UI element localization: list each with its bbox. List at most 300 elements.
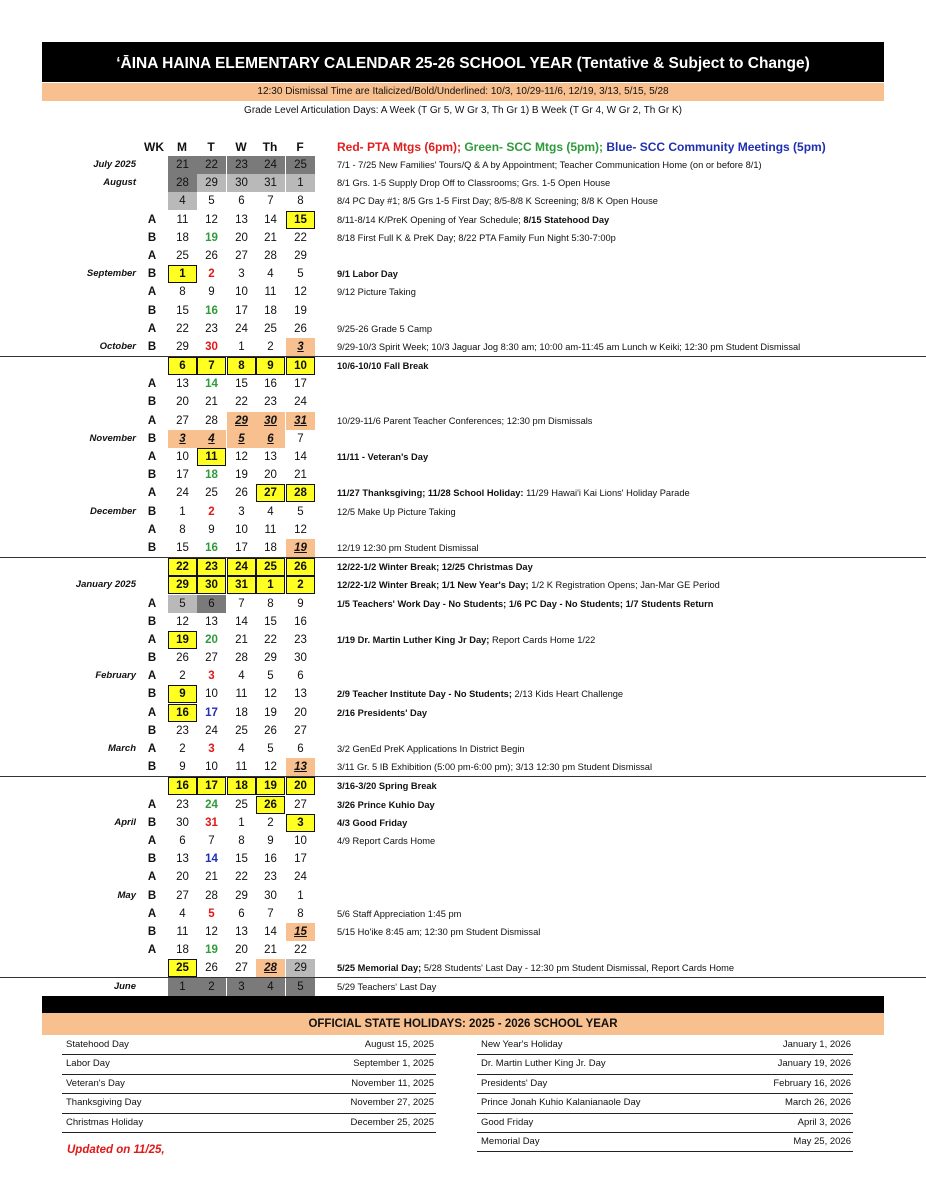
week-type: A <box>147 286 157 299</box>
calendar-row <box>0 356 926 375</box>
day-cell: 27 <box>294 798 307 811</box>
day-cell: 25 <box>205 487 218 500</box>
event-note <box>337 229 917 248</box>
day-cell: 22 <box>264 633 277 646</box>
day-cell: 13 <box>235 213 248 226</box>
day-cell: 3 <box>227 978 256 996</box>
day-cell: 5 <box>267 743 274 755</box>
calendar-row <box>0 685 926 703</box>
day-cell: 6 <box>297 743 304 755</box>
day-cell: 16 <box>205 304 218 317</box>
updated-note: Updated on 11/25, <box>67 1144 165 1156</box>
event-note <box>337 484 917 503</box>
month-label: January 2025 <box>75 579 136 591</box>
day-cell: 20 <box>176 871 189 884</box>
calendar-row <box>0 393 926 411</box>
day-cell: 7 <box>197 357 226 375</box>
day-cell: 9 <box>168 685 197 703</box>
day-cell: 12 <box>235 451 248 463</box>
week-type: B <box>147 724 157 737</box>
day-cell: 18 <box>176 944 189 957</box>
day-cell: 26 <box>294 322 307 335</box>
holiday-row <box>477 1114 853 1133</box>
calendar-row <box>0 521 926 539</box>
event-note <box>337 265 917 284</box>
day-cell: 26 <box>205 962 218 975</box>
day-cell: 4 <box>197 430 226 448</box>
day-cell: 6 <box>197 595 226 613</box>
day-cell: 7 <box>238 597 245 610</box>
day-cell: 7 <box>267 195 274 208</box>
day-cell: 13 <box>176 853 189 866</box>
event-text: 5/25 Memorial Day; <box>337 963 424 974</box>
event-text: 9/1 Labor Day <box>337 269 398 280</box>
day-cell: 19 <box>205 944 218 957</box>
day-cell: 16 <box>294 615 307 628</box>
calendar-row <box>0 905 926 923</box>
day-cell: 25 <box>168 959 197 977</box>
day-cell: 18 <box>264 541 277 554</box>
event-text: 9/12 Picture Taking <box>337 287 416 298</box>
day-cell: 11 <box>235 761 248 774</box>
calendar-row <box>0 503 926 521</box>
calendar-row <box>0 229 926 247</box>
week-type: B <box>147 432 157 445</box>
event-text: 8/11-8/14 K/PreK Opening of Year Schedule; <box>337 214 524 225</box>
day-cell: 30 <box>176 816 189 829</box>
day-cell: 11 <box>264 286 277 299</box>
day-cell: 22 <box>176 322 189 335</box>
day-cell: 22 <box>294 944 307 957</box>
calendar-row <box>0 557 926 576</box>
day-cell: 4 <box>168 192 197 210</box>
day-cell: 29 <box>176 340 189 353</box>
day-cell: 2 <box>179 743 186 755</box>
event-note <box>337 978 917 997</box>
day-cell: 2 <box>197 978 226 996</box>
day-cell: 2 <box>179 670 186 683</box>
event-text: 3/26 Prince Kuhio Day <box>337 799 435 810</box>
day-cell: 22 <box>168 558 197 576</box>
event-note <box>337 959 917 978</box>
holiday-name: Presidents' Day <box>481 1077 548 1089</box>
day-cell: 25 <box>235 798 248 811</box>
holidays-left-column <box>62 1036 436 1133</box>
day-cell: 3 <box>286 814 315 832</box>
day-cell: 23 <box>205 322 218 335</box>
holiday-row <box>477 1094 853 1113</box>
day-cell: 6 <box>179 834 186 847</box>
day-cell: 30 <box>197 576 226 594</box>
holiday-row <box>477 1075 853 1094</box>
event-text: 2/16 Presidents' Day <box>337 707 428 718</box>
event-text: 11/29 Hawai'i Kai Lions' Holiday Parade <box>526 488 690 499</box>
color-legend <box>337 140 826 154</box>
day-cell: 23 <box>264 396 277 409</box>
month-label: May <box>117 889 136 901</box>
event-text: Report Cards Home 1/22 <box>491 634 596 645</box>
day-cell: 27 <box>256 484 285 502</box>
day-cell: 6 <box>297 670 304 683</box>
day-cell: 5 <box>286 978 315 996</box>
day-cell: 17 <box>294 853 307 866</box>
month-label: March <box>108 743 136 754</box>
calendar-row <box>0 850 926 868</box>
day-cell: 19 <box>286 539 315 557</box>
event-note <box>337 685 917 704</box>
event-text: 8/18 First Full K & PreK Day; 8/22 PTA Family Fun Night 5:30-7:00p <box>337 232 616 243</box>
day-cell: 4 <box>238 743 245 755</box>
calendar-row <box>0 283 926 301</box>
holiday-name: Statehood Day <box>66 1039 129 1050</box>
day-cell: 21 <box>205 396 218 409</box>
day-cell: 19 <box>168 631 197 649</box>
month-label: April <box>114 816 136 828</box>
day-cell: 20 <box>205 633 218 646</box>
day-cell: 24 <box>294 871 307 884</box>
calendar-row <box>0 302 926 320</box>
holidays-title: OFFICIAL STATE HOLIDAYS: 2025 - 2026 SCHOOL YEAR <box>42 1013 884 1035</box>
holiday-date: December 25, 2025 <box>350 1116 434 1128</box>
day-cell: 1 <box>286 174 315 192</box>
holiday-row <box>62 1055 436 1074</box>
holiday-name: Prince Jonah Kuhio Kalanianaole Day <box>481 1097 641 1109</box>
day-cell: 25 <box>286 156 315 174</box>
month-label: February <box>95 670 136 682</box>
day-cell: 4 <box>267 505 274 518</box>
day-cell: 27 <box>176 889 189 902</box>
holiday-row <box>62 1075 436 1094</box>
event-text: 5/6 Staff Appreciation 1:45 pm <box>337 908 462 919</box>
day-cell: 18 <box>264 304 277 317</box>
day-cell: 2 <box>208 505 215 518</box>
holiday-name: Memorial Day <box>481 1135 540 1147</box>
thursday-header: Th <box>262 140 278 154</box>
day-cell: 13 <box>176 378 189 391</box>
month-label: September <box>86 268 136 280</box>
day-cell: 3 <box>208 743 215 755</box>
calendar-row <box>0 941 926 959</box>
legend-community: Blue- SCC Community Meetings (5pm) <box>606 140 826 154</box>
day-cell: 22 <box>235 871 248 884</box>
day-cell: 8 <box>267 597 274 610</box>
day-cell: 29 <box>227 412 256 430</box>
day-cell: 17 <box>197 777 226 795</box>
day-cell: 10 <box>235 286 248 299</box>
event-text: 12/5 Make Up Picture Taking <box>337 506 456 517</box>
week-type: B <box>147 816 157 829</box>
day-cell: 14 <box>264 925 277 938</box>
day-cell: 3 <box>208 670 215 683</box>
calendar-row <box>0 412 926 430</box>
event-text: 2/13 Kids Heart Challenge <box>514 689 624 700</box>
day-cell: 23 <box>176 798 189 811</box>
event-note <box>337 192 917 211</box>
holiday-row <box>62 1114 436 1133</box>
day-cell: 21 <box>264 231 277 244</box>
holiday-date: March 26, 2026 <box>784 1097 851 1109</box>
event-text: 9/25-26 Grade 5 Camp <box>337 323 433 334</box>
week-type: A <box>147 706 157 719</box>
day-cell: 1 <box>297 889 304 902</box>
event-text: 3/11 Gr. 5 IB Exhibition (5:00 pm-6:00 pm); 3/13 12:30 pm Student Dismissal <box>337 762 653 773</box>
day-cell: 22 <box>197 156 226 174</box>
day-cell: 19 <box>264 706 277 719</box>
week-type: B <box>147 469 157 482</box>
day-cell: 9 <box>256 357 285 375</box>
day-cell: 8 <box>227 357 256 375</box>
calendar-row <box>0 448 926 466</box>
holiday-date: January 1, 2026 <box>782 1039 851 1050</box>
holiday-date: September 1, 2025 <box>353 1058 434 1070</box>
week-type: B <box>147 231 157 244</box>
event-note <box>337 503 917 522</box>
day-cell: 20 <box>286 777 315 795</box>
day-cell: 17 <box>235 541 248 554</box>
day-cell: 7 <box>267 907 274 920</box>
event-text: 8/4 PC Day #1; 8/5 Grs 1-5 First Day; 8/5-8/8 K Screening; 8/8 K Open House <box>337 196 658 207</box>
day-cell: 13 <box>294 688 307 701</box>
day-cell: 13 <box>286 758 315 776</box>
day-cell: 24 <box>205 724 218 737</box>
calendar-row <box>0 247 926 265</box>
day-cell: 15 <box>176 304 189 317</box>
day-cell: 28 <box>168 174 197 192</box>
event-note <box>337 576 917 595</box>
day-cell: 14 <box>205 853 218 866</box>
calendar-row <box>0 265 926 283</box>
day-cell: 21 <box>235 633 248 646</box>
day-cell: 1 <box>179 505 186 518</box>
calendar-row <box>0 613 926 631</box>
day-cell: 3 <box>168 430 197 448</box>
calendar-row <box>0 667 926 685</box>
day-cell: 1 <box>168 978 197 996</box>
calendar-row <box>0 320 926 338</box>
event-note <box>337 412 917 431</box>
holiday-date: August 15, 2025 <box>364 1039 434 1050</box>
week-type: B <box>147 761 157 774</box>
day-cell: 5 <box>168 595 197 613</box>
day-cell: 31 <box>227 576 256 594</box>
legend-pta: Red- PTA Mtgs (6pm); <box>337 140 461 154</box>
day-cell: 14 <box>264 213 277 226</box>
day-cell: 21 <box>264 944 277 957</box>
day-cell: 19 <box>205 231 218 244</box>
event-note <box>337 814 917 833</box>
calendar-row <box>0 539 926 557</box>
day-cell: 27 <box>176 414 189 427</box>
day-cell: 15 <box>286 211 315 229</box>
event-note <box>337 832 917 851</box>
holiday-date: April 3, 2026 <box>797 1116 851 1128</box>
day-cell: 29 <box>168 576 197 594</box>
week-type: B <box>147 541 157 554</box>
day-cell: 5 <box>227 430 256 448</box>
holiday-row <box>62 1094 436 1113</box>
calendar-row <box>0 758 926 776</box>
day-cell: 9 <box>208 286 215 299</box>
day-cell: 30 <box>264 889 277 902</box>
calendar-row <box>0 722 926 740</box>
calendar-row <box>0 211 926 229</box>
event-note <box>337 338 917 357</box>
day-cell: 26 <box>235 487 248 500</box>
day-cell: 5 <box>208 195 215 208</box>
holiday-date: January 19, 2026 <box>777 1058 851 1070</box>
day-cell: 18 <box>205 469 218 482</box>
event-text: 10/6-10/10 Fall Break <box>337 361 429 372</box>
event-text: 3/16-3/20 Spring Break <box>337 781 437 792</box>
event-note <box>337 740 917 759</box>
event-text: 12/22-1/2 Winter Break; 12/25 Christmas Day <box>337 562 533 573</box>
week-type: A <box>147 322 157 335</box>
holiday-date: February 16, 2026 <box>773 1077 851 1089</box>
week-type: A <box>147 633 157 646</box>
day-cell: 29 <box>286 959 315 977</box>
day-cell: 7 <box>297 432 304 445</box>
week-type: B <box>147 925 157 938</box>
day-cell: 26 <box>176 652 189 665</box>
day-cell: 8 <box>179 286 186 299</box>
calendar-header <box>0 140 926 156</box>
day-cell: 2 <box>286 576 315 594</box>
day-cell: 31 <box>256 174 285 192</box>
day-cell: 17 <box>176 469 189 482</box>
day-cell: 11 <box>235 688 248 701</box>
calendar-row <box>0 595 926 613</box>
event-text: 5/15 Ho'ike 8:45 am; 12:30 pm Student Dismissal <box>337 926 541 937</box>
wednesday-header: W <box>235 140 247 154</box>
event-text: 1/5 Teachers' Work Day - No Students; 1/6 PC Day - No Students; 1/7 Students Return <box>337 598 714 609</box>
day-cell: 5 <box>297 505 304 518</box>
day-cell: 27 <box>235 249 248 262</box>
dismissal-note: 12:30 Dismissal Time are Italicized/Bold/Underlined: 10/3, 10/29-11/6, 12/19, 3/13, 5/15, 5/28 <box>42 83 884 101</box>
event-note <box>337 905 917 924</box>
event-text: 12/19 12:30 pm Student Dismissal <box>337 542 479 553</box>
day-cell: 12 <box>176 615 189 628</box>
day-cell: 28 <box>205 889 218 902</box>
month-label: October <box>99 340 136 352</box>
week-type: B <box>147 396 157 409</box>
monday-header: M <box>177 140 187 154</box>
day-cell: 1 <box>168 265 197 283</box>
holiday-date: November 27, 2025 <box>350 1097 434 1109</box>
calendar-row <box>0 923 926 941</box>
calendar-row <box>0 814 926 832</box>
day-cell: 16 <box>264 378 277 391</box>
day-cell: 16 <box>264 853 277 866</box>
calendar-row <box>0 977 926 996</box>
calendar-row <box>0 959 926 977</box>
day-cell: 6 <box>256 430 285 448</box>
day-cell: 29 <box>235 889 248 902</box>
week-type: A <box>147 451 157 463</box>
calendar-grid <box>0 156 926 997</box>
event-text: 12/22-1/2 Winter Break; 1/1 New Year's Day; <box>337 580 532 591</box>
tuesday-header: T <box>207 140 215 154</box>
event-note <box>337 796 917 815</box>
day-cell: 20 <box>264 469 277 482</box>
day-cell: 19 <box>256 777 285 795</box>
calendar-row <box>0 156 926 174</box>
week-type: A <box>147 213 157 226</box>
day-cell: 15 <box>235 378 248 391</box>
holiday-row <box>477 1133 853 1152</box>
day-cell: 14 <box>205 378 218 391</box>
day-cell: 8 <box>179 523 186 536</box>
day-cell: 2 <box>267 816 274 829</box>
day-cell: 6 <box>168 357 197 375</box>
day-cell: 19 <box>235 469 248 482</box>
holiday-name: Veteran's Day <box>66 1077 125 1089</box>
calendar-row <box>0 430 926 448</box>
day-cell: 30 <box>294 652 307 665</box>
day-cell: 20 <box>176 396 189 409</box>
articulation-note: Grade Level Articulation Days: A Week (T Gr 5, W Gr 3, Th Gr 1) B Week (T Gr 4, W Gr 2, Th Gr K) <box>244 105 682 116</box>
day-cell: 7 <box>208 834 215 847</box>
day-cell: 12 <box>264 761 277 774</box>
day-cell: 29 <box>264 652 277 665</box>
day-cell: 3 <box>238 268 245 281</box>
event-note <box>337 558 917 577</box>
week-type: B <box>147 304 157 317</box>
calendar-row <box>0 832 926 850</box>
day-cell: 26 <box>256 796 285 814</box>
day-cell: 26 <box>205 249 218 262</box>
calendar-row <box>0 484 926 502</box>
event-text: 8/15 Statehood Day <box>523 214 610 225</box>
day-cell: 12 <box>264 688 277 701</box>
week-type: A <box>147 378 157 391</box>
day-cell: 22 <box>294 231 307 244</box>
day-cell: 15 <box>235 853 248 866</box>
week-type: B <box>147 615 157 628</box>
week-type: A <box>147 834 157 847</box>
day-cell: 30 <box>227 174 256 192</box>
day-cell: 18 <box>176 231 189 244</box>
day-cell: 27 <box>235 962 248 975</box>
week-header: WK <box>144 140 164 154</box>
day-cell: 30 <box>205 340 218 353</box>
week-type: A <box>147 944 157 957</box>
day-cell: 16 <box>168 704 197 722</box>
day-cell: 20 <box>294 706 307 719</box>
event-text: 11/27 Thanksgiving; 11/28 School Holiday: <box>337 488 527 499</box>
day-cell: 4 <box>238 670 245 683</box>
week-type: A <box>147 798 157 811</box>
day-cell: 10 <box>205 688 218 701</box>
day-cell: 25 <box>176 249 189 262</box>
day-cell: 21 <box>294 469 307 482</box>
calendar-row <box>0 576 926 594</box>
event-note <box>337 539 917 558</box>
day-cell: 5 <box>297 268 304 281</box>
holiday-name: Good Friday <box>481 1116 534 1128</box>
holiday-date: May 25, 2026 <box>793 1135 851 1147</box>
day-cell: 28 <box>205 414 218 427</box>
event-text: 4/9 Report Cards Home <box>337 835 436 846</box>
day-cell: 28 <box>264 249 277 262</box>
day-cell: 24 <box>227 558 256 576</box>
event-note <box>337 923 917 942</box>
week-type: B <box>147 268 157 281</box>
calendar-row <box>0 338 926 356</box>
week-type: A <box>147 670 157 683</box>
week-type: B <box>147 340 157 353</box>
day-cell: 6 <box>238 195 245 208</box>
day-cell: 12 <box>294 286 307 299</box>
